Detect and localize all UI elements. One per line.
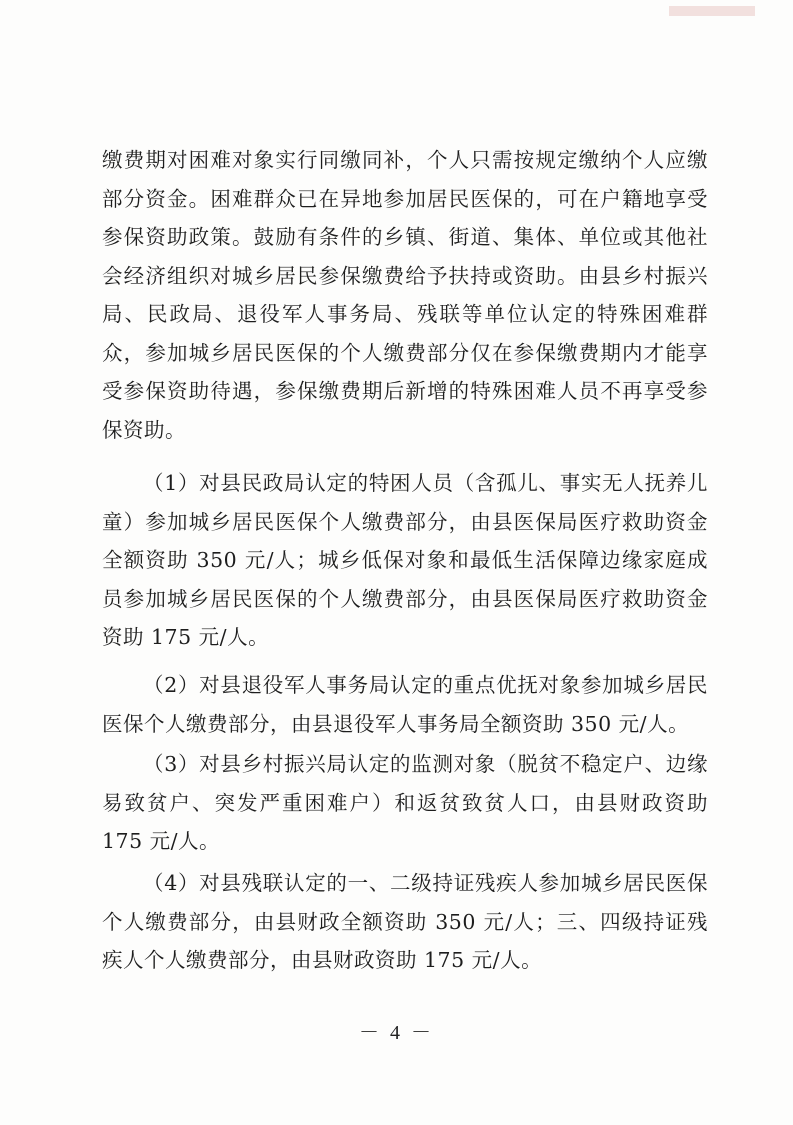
page-number: － 4 － bbox=[359, 1022, 434, 1044]
body-paragraph-item-3: （3）对县乡村振兴局认定的监测对象（脱贫不稳定户、边缘易致贫户、突发严重困难户）和返贫致贫人口，由县财政资助 175 元/人。 bbox=[102, 752, 708, 853]
body-paragraph-item-1: （1）对县民政局认定的特困人员（含孤儿、事实无人抚养儿童）参加城乡居民医保个人缴费部分，由县医保局医疗救助资金全额资助 350 元/人；城乡低保对象和最低生活保障边缘家庭成员参加城乡居民医保的个人缴费部分，由县医保局医疗救助资金资助 175 元/人。 bbox=[102, 471, 708, 649]
scan-artifact bbox=[669, 6, 755, 16]
body-paragraph-item-2: （2）对县退役军人事务局认定的重点优抚对象参加城乡居民医保个人缴费部分，由县退役军人事务局全额资助 350 元/人。 bbox=[102, 673, 708, 736]
body-paragraph-item-4: （4）对县残联认定的一、二级持证残疾人参加城乡居民医保个人缴费部分，由县财政全额资助 350 元/人；三、四级持证残疾人个人缴费部分，由县财政资助 175 元/人。 bbox=[102, 871, 708, 972]
body-paragraph-1: 缴费期对困难对象实行同缴同补，个人只需按规定缴纳个人应缴部分资金。困难群众已在异地参加居民医保的，可在户籍地享受参保资助政策。鼓励有条件的乡镇、街道、集体、单位或其他社会经济组织对城乡居民参保缴费给予扶持或资助。由县乡村振兴局、民政局、退役军人事务局、残联等单位认定的特殊困难群众，参加城乡居民医保的个人缴费部分仅在参保缴费期内才能享受参保资助待遇，参保缴费期后新增的特殊困难人员不再享受参保资助。 bbox=[102, 148, 708, 442]
